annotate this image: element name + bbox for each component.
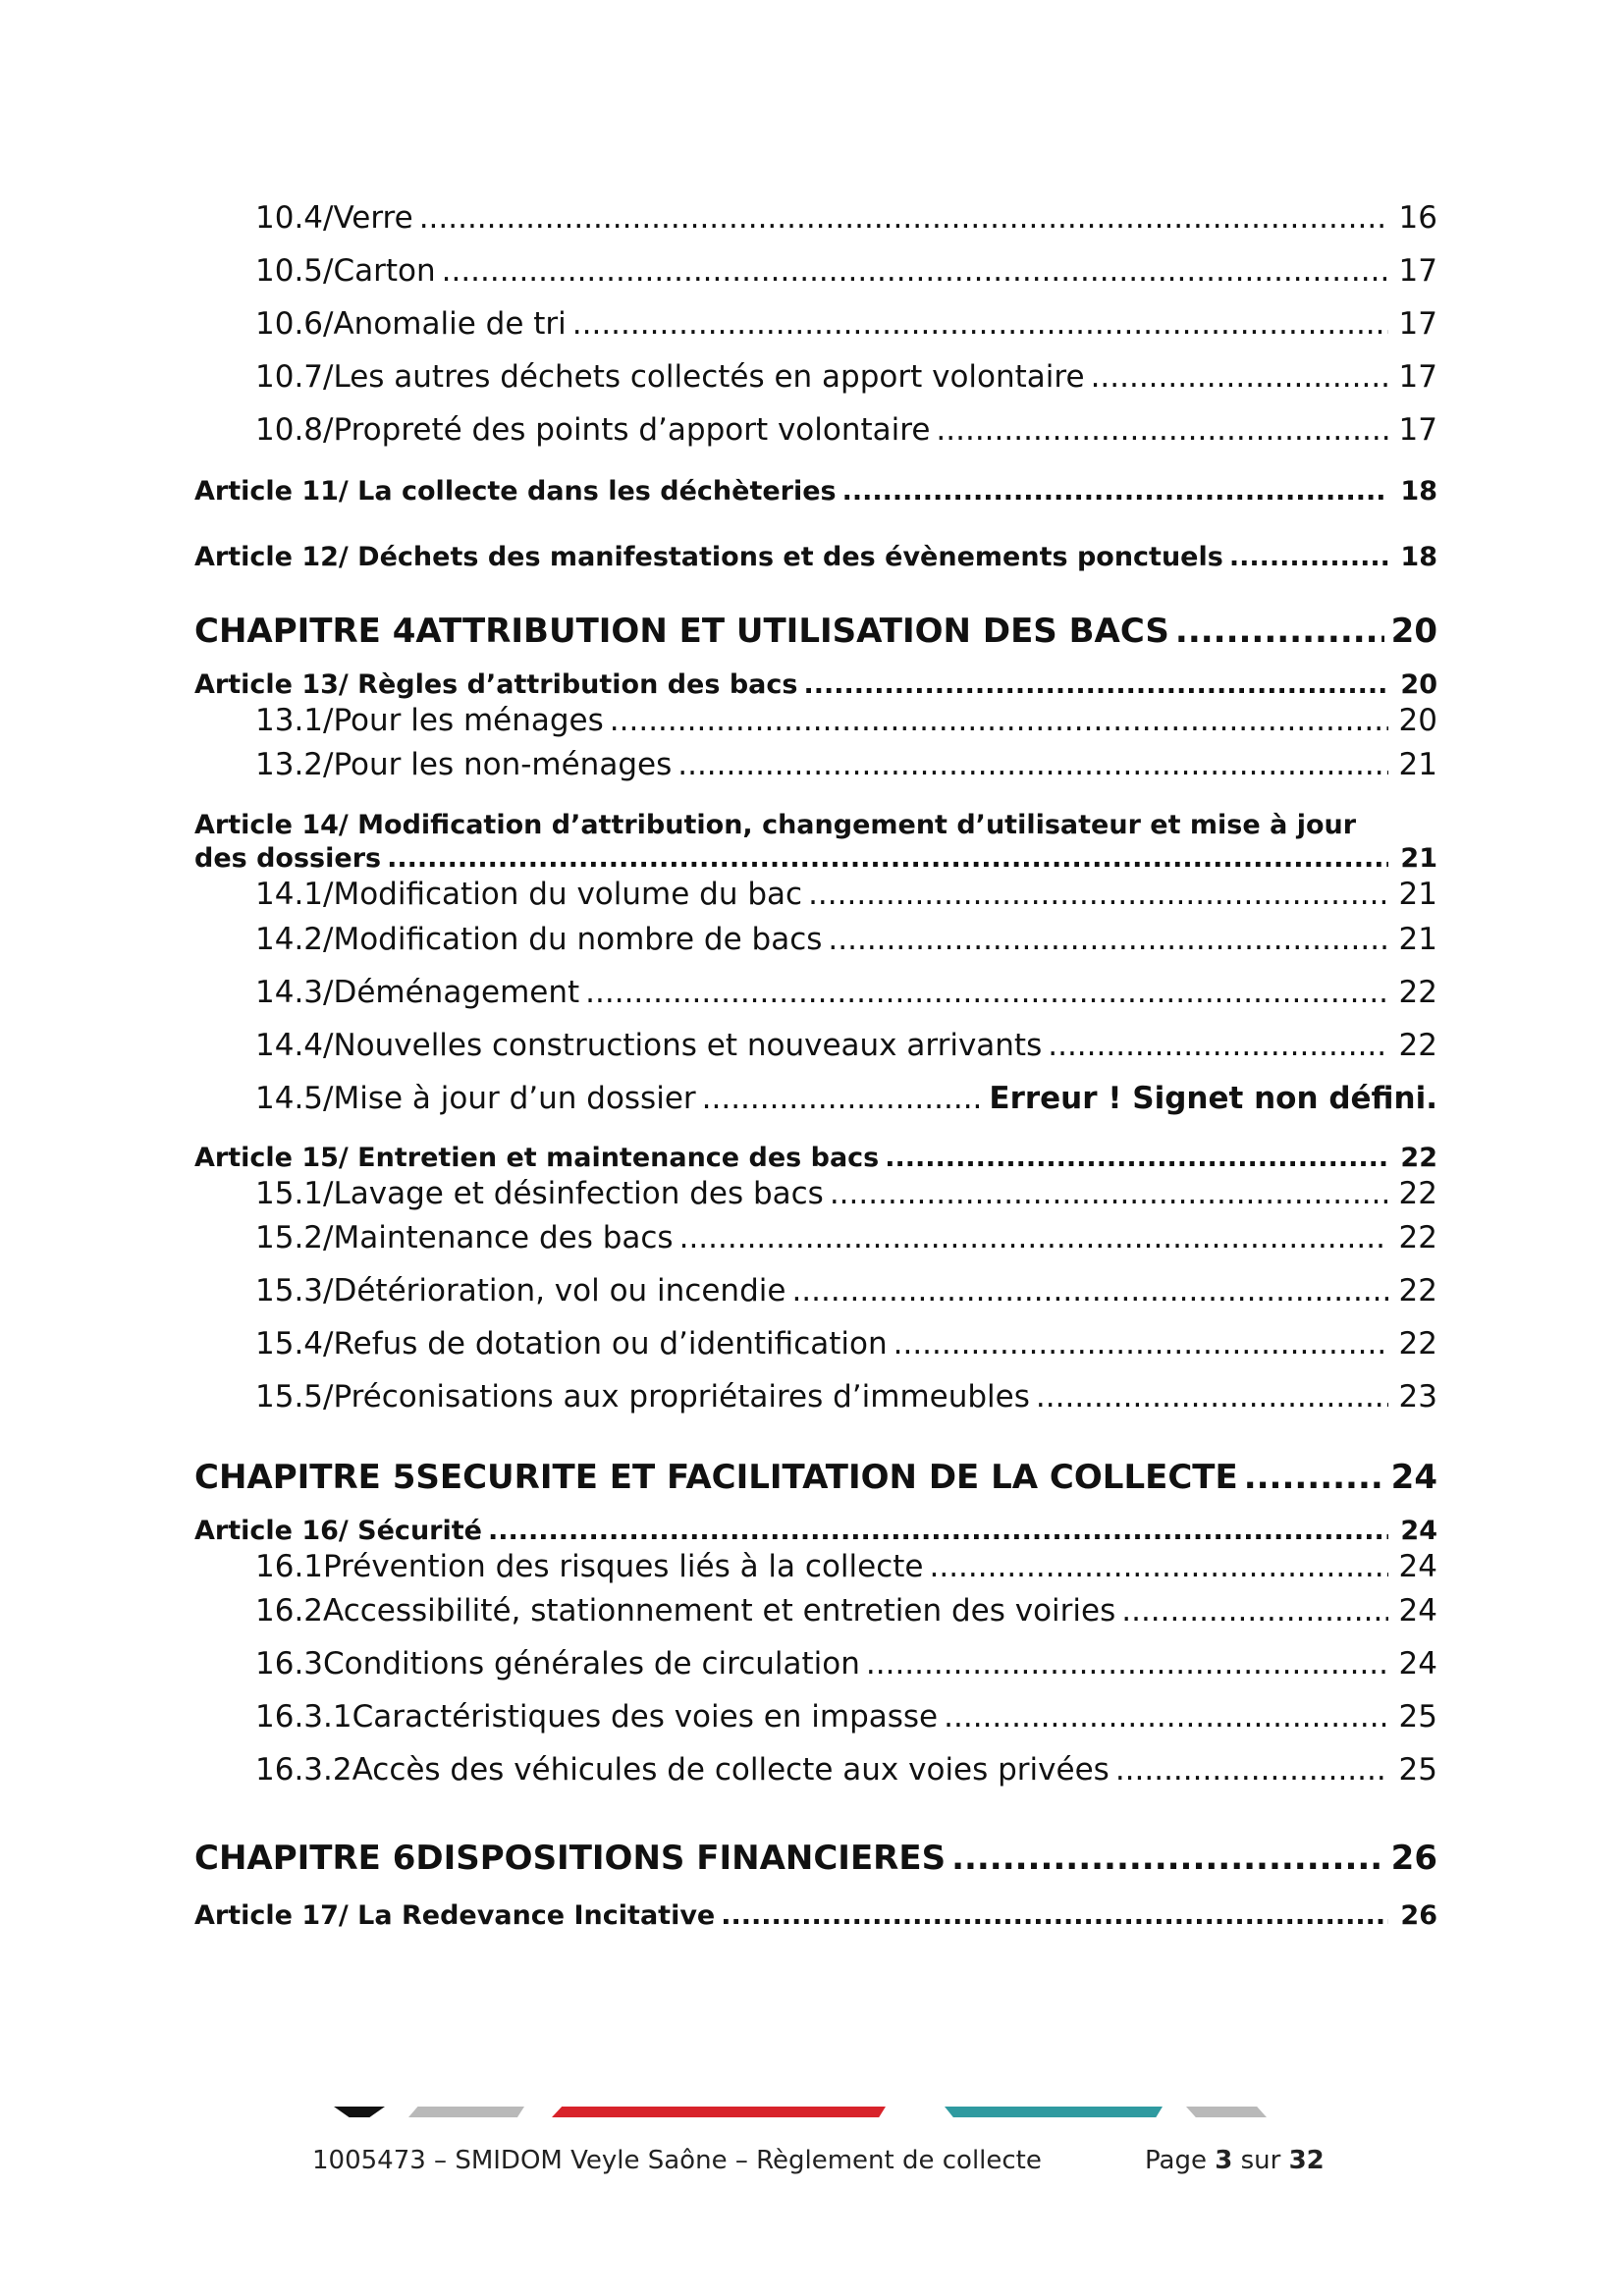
toc-entry-label: Carton — [333, 253, 436, 289]
dot-leader — [951, 1832, 1384, 1885]
toc-entry-label: Nouvelles constructions et nouveaux arrivants — [333, 1028, 1043, 1063]
toc-chapter-number: CHAPITRE 6 — [194, 1839, 416, 1878]
toc-article-page: 22 — [1400, 1143, 1437, 1173]
toc-article-15[interactable] — [194, 1141, 1437, 1176]
toc-entry-16-3[interactable] — [194, 1637, 1437, 1690]
dot-leader — [610, 703, 1388, 738]
dot-leader — [721, 1898, 1388, 1934]
toc-chapter-6[interactable] — [194, 1832, 1437, 1885]
toc-entry-page: 25 — [1398, 1752, 1437, 1788]
toc-article-label-line1: Article 14/ Modification d’attribution, changement d’utilisateur et mise à jour — [194, 810, 1357, 840]
toc-entry-page: 17 — [1398, 359, 1437, 395]
footer-bar-red — [552, 2107, 886, 2117]
dot-leader — [1036, 1370, 1388, 1423]
toc-entry-label: Accès des véhicules de collecte aux voies privées — [352, 1752, 1110, 1788]
toc-entry-14-4[interactable] — [194, 1019, 1437, 1072]
toc-entry-14-5[interactable] — [194, 1072, 1437, 1125]
toc-entry-number: 15.1/ — [255, 1176, 334, 1211]
toc-entry-label: Modification du nombre de bacs — [333, 922, 823, 957]
toc-entry-15-4[interactable] — [194, 1317, 1437, 1370]
toc-article-13[interactable] — [194, 667, 1437, 703]
toc-entry-page: 24 — [1398, 1593, 1437, 1629]
toc-chapter-5[interactable] — [194, 1451, 1437, 1504]
toc-article-label: Article 13/ Règles d’attribution des bacs — [194, 669, 798, 700]
toc-entry-label: Mise à jour d’un dossier — [333, 1081, 696, 1116]
dot-leader — [1091, 350, 1388, 403]
footer-color-bars — [334, 2107, 1267, 2122]
footer-document-title: 1005473 – SMIDOM Veyle Saône – Règlement de collecte — [312, 2146, 1042, 2175]
dot-leader — [572, 297, 1388, 350]
toc-entry-number: 10.5/ — [255, 253, 334, 289]
toc-entry-page: 20 — [1398, 703, 1437, 738]
toc-entry-label: Accessibilité, stationnement et entretien des voiries — [323, 1593, 1116, 1629]
toc-entry-15-1[interactable] — [194, 1176, 1437, 1211]
toc-entry-page: 17 — [1398, 253, 1437, 289]
dot-leader — [442, 244, 1388, 297]
toc-entry-page: 21 — [1398, 877, 1437, 912]
toc-entry-number: 16.3.1 — [255, 1699, 352, 1735]
toc-entry-14-2[interactable] — [194, 913, 1437, 966]
toc-entry-label: Verre — [333, 200, 413, 236]
dot-leader — [944, 1690, 1388, 1743]
toc-entry-number: 16.1 — [255, 1549, 324, 1584]
toc-entry-label: Lavage et désinfection des bacs — [333, 1176, 824, 1211]
toc-article-17[interactable] — [194, 1898, 1437, 1934]
dot-leader — [808, 876, 1388, 913]
footer-bar-gray-right — [1186, 2107, 1267, 2117]
toc-entry-label: Refus de dotation ou d’identification — [333, 1326, 888, 1362]
toc-entry-number: 10.6/ — [255, 306, 334, 342]
footer-page-number — [1145, 2146, 1325, 2175]
dot-leader — [702, 1072, 984, 1125]
toc-entry-number: 14.3/ — [255, 975, 334, 1010]
toc-entry-number: 10.8/ — [255, 412, 334, 448]
toc-entry-number: 14.1/ — [255, 877, 334, 912]
toc-chapter-page: 20 — [1390, 612, 1437, 651]
toc-entry-15-5[interactable] — [194, 1370, 1437, 1423]
toc-entry-label: Détérioration, vol ou incendie — [333, 1273, 786, 1308]
toc-chapter-number: CHAPITRE 5 — [194, 1458, 416, 1497]
toc-article-11[interactable] — [194, 474, 1437, 509]
footer-total-pages: 32 — [1288, 2146, 1325, 2175]
toc-entry-label: Pour les ménages — [333, 703, 604, 738]
toc-entry-page: 22 — [1398, 1326, 1437, 1362]
toc-article-page: 24 — [1400, 1516, 1437, 1546]
toc-entry-number: 16.2 — [255, 1593, 324, 1629]
toc-entry-number: 15.3/ — [255, 1273, 334, 1308]
toc-entry-10-7[interactable] — [194, 350, 1437, 403]
toc-entry-16-3-1[interactable] — [194, 1690, 1437, 1743]
toc-entry-label: Caractéristiques des voies en impasse — [352, 1699, 939, 1735]
dot-leader — [677, 738, 1388, 791]
toc-entry-label: Prévention des risques liés à la collecte — [323, 1549, 924, 1584]
dot-leader — [1115, 1743, 1388, 1796]
toc-entry-number: 16.3 — [255, 1646, 324, 1682]
toc-chapter-page: 24 — [1390, 1458, 1437, 1497]
dot-leader — [828, 913, 1388, 966]
dot-leader — [585, 966, 1388, 1019]
toc-chapter-label: DISPOSITIONS FINANCIERES — [415, 1839, 947, 1878]
toc-entry-14-3[interactable] — [194, 966, 1437, 1019]
footer-bar-gray — [408, 2107, 524, 2117]
toc-article-label: Article 11/ La collecte dans les déchèteries — [194, 476, 837, 507]
footer-bar-black — [334, 2107, 385, 2117]
toc-entry-page: 24 — [1398, 1646, 1437, 1682]
toc-entry-page: 25 — [1398, 1699, 1437, 1735]
toc-entry-number: 15.4/ — [255, 1326, 334, 1362]
footer-current-page: 3 — [1215, 2146, 1233, 2175]
table-of-contents — [194, 191, 1437, 1934]
toc-entry-13-1[interactable] — [194, 703, 1437, 738]
dot-leader — [885, 1141, 1388, 1176]
footer-bar-teal — [945, 2107, 1163, 2117]
toc-entry-label: Les autres déchets collectés en apport volontaire — [333, 359, 1085, 395]
toc-entry-number: 14.4/ — [255, 1028, 334, 1063]
toc-chapter-4[interactable] — [194, 605, 1437, 658]
dot-leader — [1048, 1019, 1388, 1072]
dot-leader — [830, 1176, 1388, 1211]
toc-entry-10-5[interactable] — [194, 244, 1437, 297]
dot-leader — [679, 1211, 1388, 1264]
dot-leader — [929, 1549, 1388, 1584]
toc-chapter-number: CHAPITRE 4 — [194, 612, 416, 651]
toc-entry-page: 21 — [1398, 922, 1437, 957]
toc-article-label: Article 17/ La Redevance Incitative — [194, 1900, 716, 1931]
toc-entry-page: 22 — [1398, 1028, 1437, 1063]
toc-entry-number: 13.2/ — [255, 747, 334, 782]
dot-leader — [387, 842, 1388, 876]
dot-leader — [1244, 1451, 1384, 1504]
dot-leader — [866, 1637, 1388, 1690]
dot-leader — [791, 1264, 1388, 1317]
toc-entry-16-1[interactable] — [194, 1549, 1437, 1584]
toc-entry-label: Pour les non-ménages — [333, 747, 673, 782]
toc-entry-label: Modification du volume du bac — [333, 877, 803, 912]
toc-entry-page: 21 — [1398, 747, 1437, 782]
toc-entry-10-4[interactable] — [194, 191, 1437, 244]
toc-article-14[interactable] — [194, 809, 1437, 876]
toc-entry-15-2[interactable] — [194, 1211, 1437, 1264]
toc-article-page: 26 — [1400, 1900, 1437, 1931]
toc-entry-16-2[interactable] — [194, 1584, 1437, 1637]
dot-leader — [488, 1514, 1388, 1549]
footer-page-word: Page — [1145, 2146, 1207, 2175]
toc-article-label: Article 15/ Entretien et maintenance des bacs — [194, 1143, 880, 1173]
dot-leader — [419, 191, 1388, 244]
toc-article-label: Article 12/ Déchets des manifestations et des évènements ponctuels — [194, 542, 1223, 572]
toc-article-12[interactable] — [194, 540, 1437, 575]
toc-entry-label: Conditions générales de circulation — [323, 1646, 860, 1682]
toc-entry-number: 10.7/ — [255, 359, 334, 395]
toc-entry-number: 14.2/ — [255, 922, 334, 957]
toc-entry-number: 15.5/ — [255, 1379, 334, 1415]
toc-entry-15-3[interactable] — [194, 1264, 1437, 1317]
toc-article-page: 20 — [1400, 669, 1437, 700]
toc-entry-10-8[interactable] — [194, 403, 1437, 456]
toc-article-16[interactable] — [194, 1514, 1437, 1549]
dot-leader — [936, 403, 1388, 456]
toc-entry-label: Propreté des points d’apport volontaire — [333, 412, 931, 448]
toc-entry-page: 24 — [1398, 1549, 1437, 1584]
footer-of-word: sur — [1240, 2146, 1281, 2175]
toc-entry-page: 22 — [1398, 1273, 1437, 1308]
toc-entry-page: 23 — [1398, 1379, 1437, 1415]
toc-entry-14-1[interactable] — [194, 876, 1437, 913]
dot-leader — [842, 474, 1388, 509]
toc-entry-page: 22 — [1398, 975, 1437, 1010]
dot-leader — [1229, 540, 1388, 575]
toc-entry-label: Maintenance des bacs — [333, 1220, 674, 1255]
toc-entry-number: 14.5/ — [255, 1081, 334, 1116]
dot-leader — [1121, 1584, 1388, 1637]
dot-leader — [1175, 605, 1384, 658]
toc-chapter-label: ATTRIBUTION ET UTILISATION DES BACS — [415, 612, 1169, 651]
toc-article-label: Article 16/ Sécurité — [194, 1516, 482, 1546]
toc-article-page: 18 — [1400, 476, 1437, 507]
toc-entry-page: 17 — [1398, 306, 1437, 342]
toc-entry-page: 22 — [1398, 1220, 1437, 1255]
toc-entry-label: Déménagement — [333, 975, 580, 1010]
toc-entry-page: 17 — [1398, 412, 1437, 448]
toc-article-label-line2: des dossiers — [194, 843, 382, 874]
toc-entry-number: 10.4/ — [255, 200, 334, 236]
toc-entry-label: Anomalie de tri — [333, 306, 567, 342]
bookmark-error-text: Erreur ! Signet non défini. — [989, 1081, 1437, 1116]
toc-chapter-page: 26 — [1390, 1839, 1437, 1878]
toc-article-page: 21 — [1400, 843, 1437, 874]
toc-entry-number: 13.1/ — [255, 703, 334, 738]
toc-entry-13-2[interactable] — [194, 738, 1437, 791]
toc-chapter-label: SECURITE ET FACILITATION DE LA COLLECTE — [415, 1458, 1238, 1497]
toc-entry-page: 22 — [1398, 1176, 1437, 1211]
toc-entry-number: 15.2/ — [255, 1220, 334, 1255]
toc-entry-number: 16.3.2 — [255, 1752, 352, 1788]
toc-entry-16-3-2[interactable] — [194, 1743, 1437, 1796]
dot-leader — [803, 667, 1388, 703]
toc-entry-10-6[interactable] — [194, 297, 1437, 350]
dot-leader — [893, 1317, 1388, 1370]
toc-entry-page: 16 — [1398, 200, 1437, 236]
toc-entry-label: Préconisations aux propriétaires d’immeubles — [333, 1379, 1030, 1415]
toc-article-page: 18 — [1400, 542, 1437, 572]
